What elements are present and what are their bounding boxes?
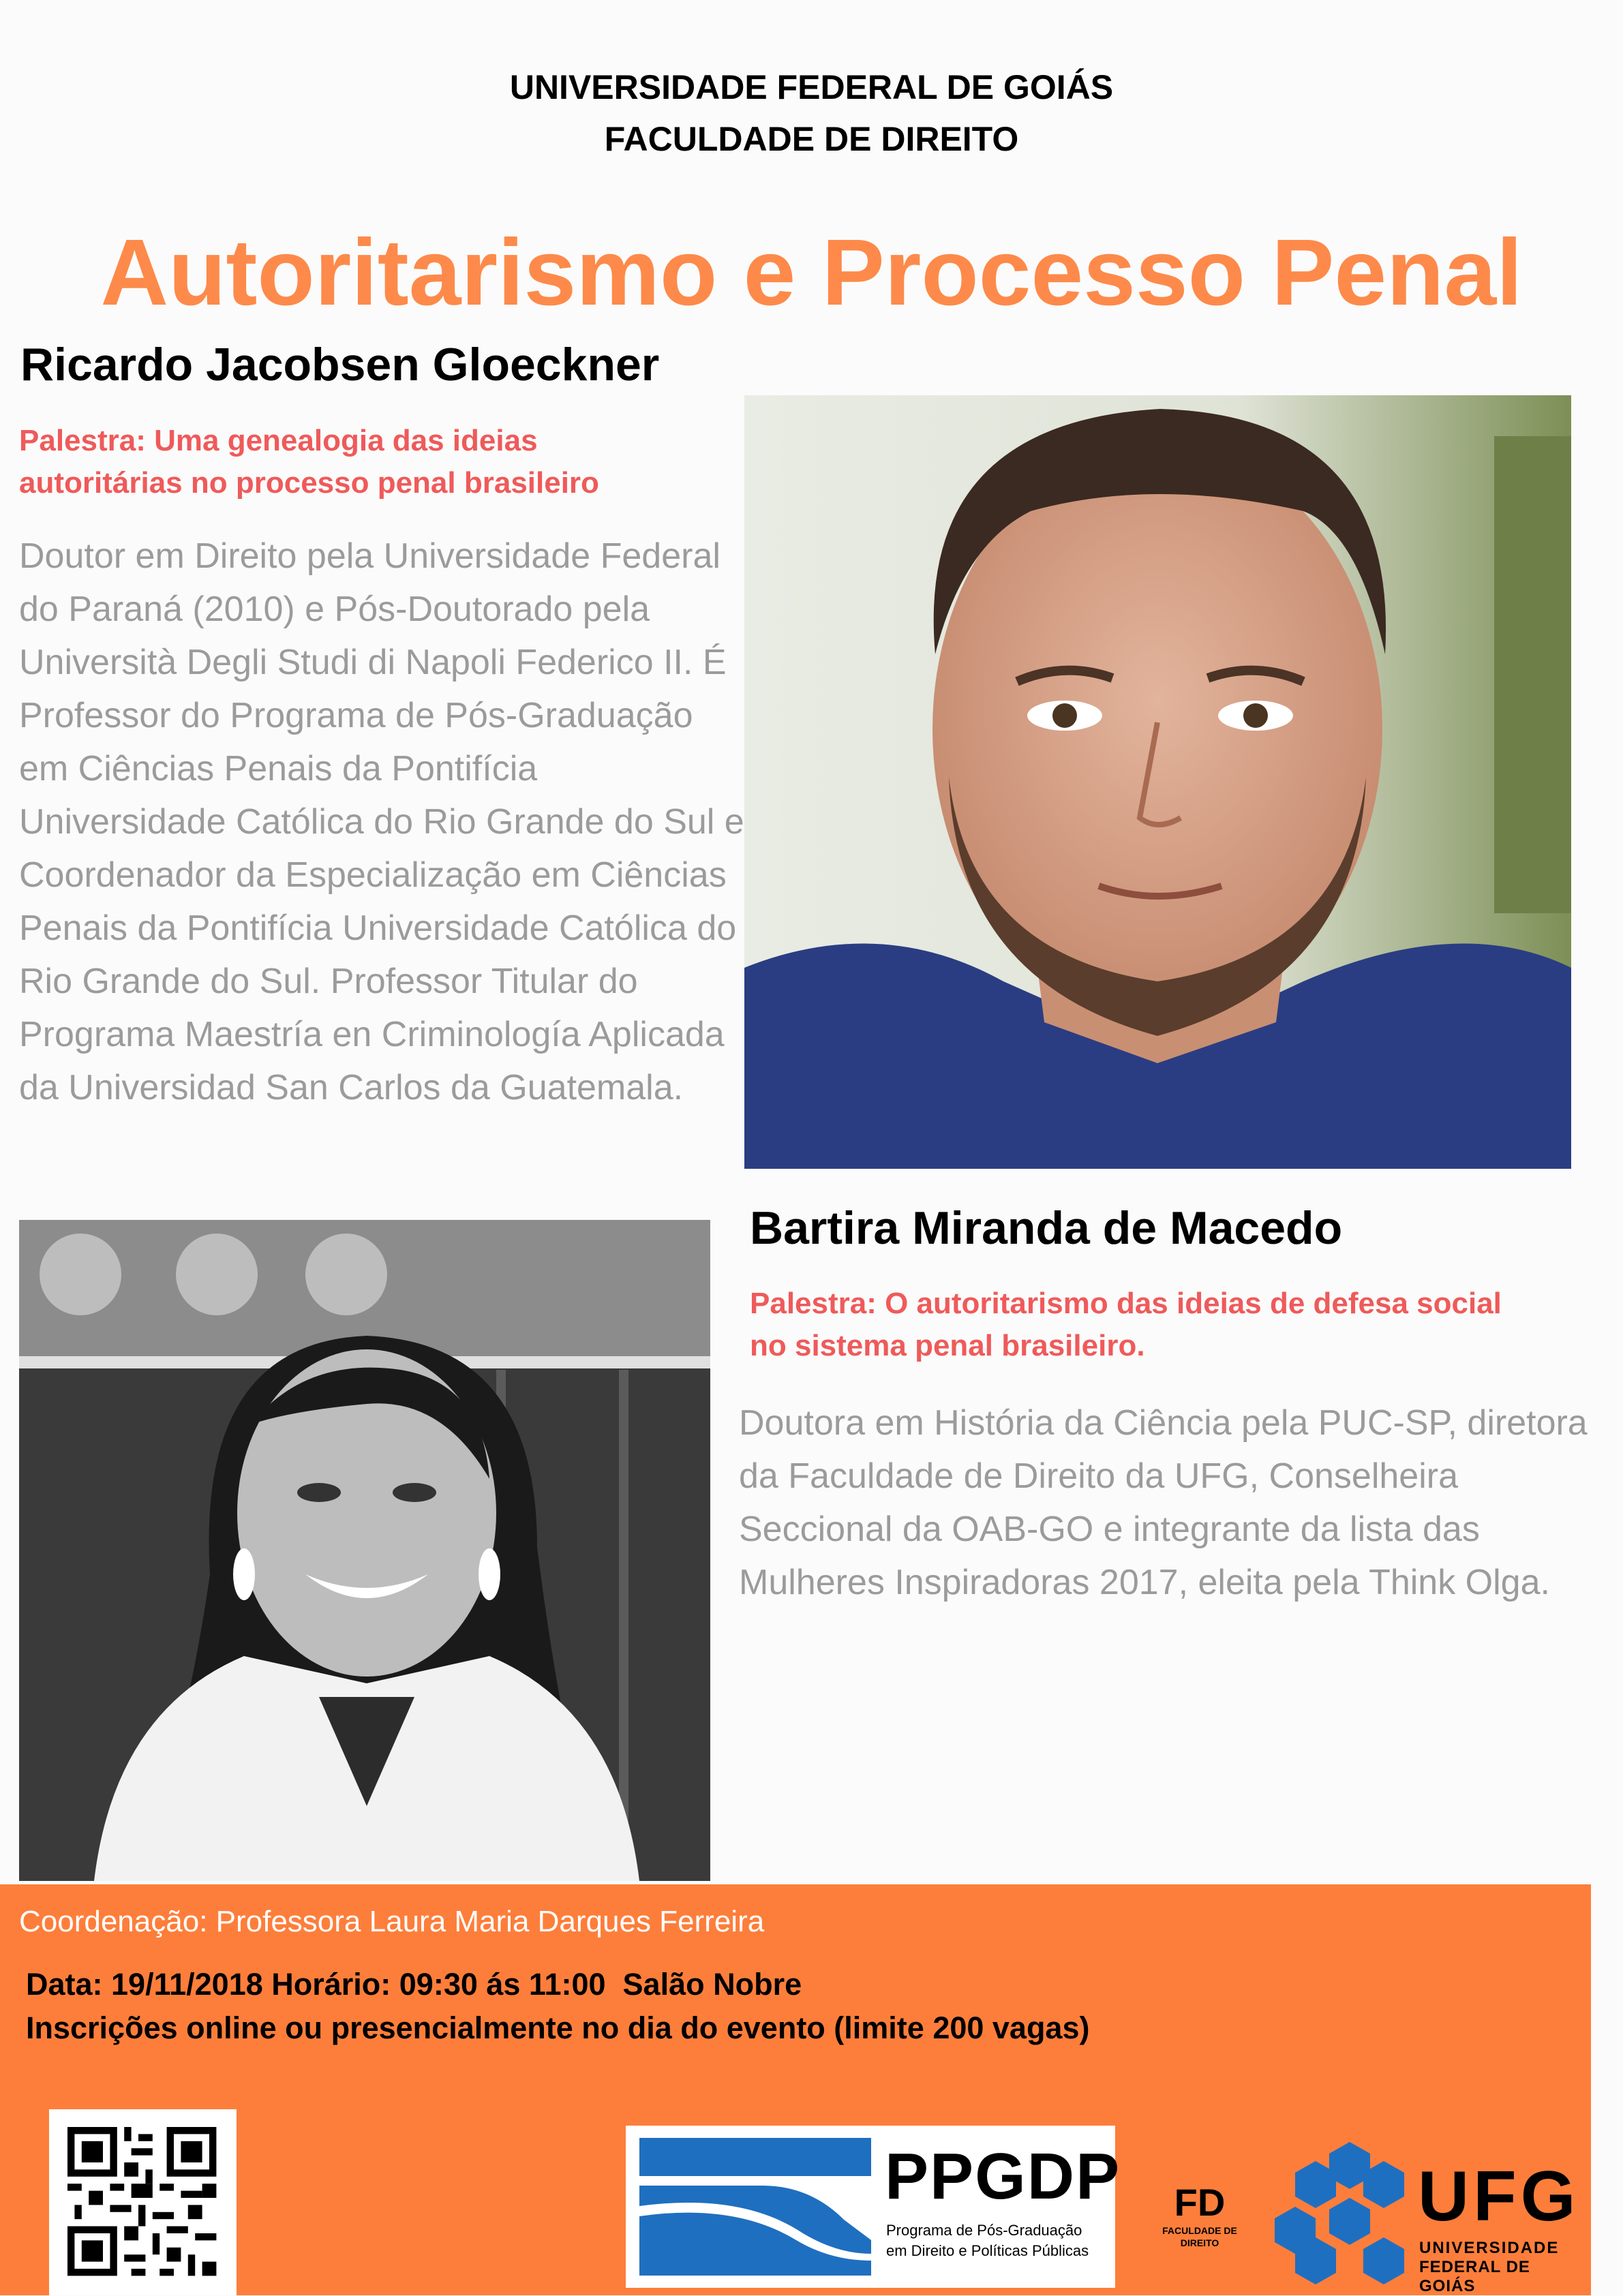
ppgdp-subtitle-1: Programa de Pós-Graduação (886, 2222, 1082, 2239)
ppgdp-logo (626, 2126, 1121, 2288)
speaker1-bio: Doutor em Direito pela Universidade Federal do Paraná (2010) e Pós-Doutorado pela Università Degli Studi di Napoli Federico II. É Professor do Programa de Pós-Graduação em Ciências Penais da Pontifícia Universidade Católica do Rio Grande do Sul e Coordenador da Especialização em Ciências Penais da Pontifícia Universidade Católica do Rio Grande do Sul. Professor Titular do Programa Maestría en Criminología Aplicada da Universidad San Carlos da Guatemala. (19, 536, 744, 1107)
ufg-logo (1275, 2135, 1580, 2295)
speaker1-photo (744, 395, 1571, 1169)
ufg-subtitle-1: UNIVERSIDADE (1419, 2239, 1560, 2257)
speaker2-talk: Palestra: O autoritarismo das ideias de defesa social no sistema penal brasileiro. (750, 1287, 1502, 1362)
ufg-name: UFG (1418, 2157, 1580, 2236)
speaker2-photo (19, 1220, 710, 1881)
event-date-line: Data: 19/11/2018 Horário: 09:30 ás 11:00 Salão Nobre (26, 1967, 802, 2002)
page-title: Autoritarismo e Processo Penal (100, 220, 1523, 325)
registration-line: Inscrições online ou presencialmente no dia do evento (limite 200 vagas) (26, 2010, 1090, 2045)
speaker1-name: Ricardo Jacobsen Gloeckner (20, 339, 660, 391)
ppgdp-subtitle-2: em Direito e Políticas Públicas (886, 2242, 1089, 2259)
university-name: UNIVERSIDADE FEDERAL DE GOIÁS (509, 68, 1114, 106)
ufg-hexagon-icon (1275, 2135, 1418, 2292)
faculty-name: FACULDADE DE DIREITO (604, 120, 1019, 158)
fd-logo (1152, 2181, 1247, 2249)
ufg-subtitle-2: FEDERAL DE GOIÁS (1419, 2258, 1530, 2295)
coordination-text: Coordenação: Professora Laura Maria Darques Ferreira (19, 1905, 765, 1938)
ppgdp-name: PPGDP (885, 2140, 1121, 2213)
speaker2-name: Bartira Miranda de Macedo (750, 1202, 1343, 1254)
footer-panel (0, 1884, 1591, 2295)
fd-name: FD (1174, 2181, 1226, 2224)
speaker1-talk: Palestra: Uma genealogia das ideias autoritárias no processo penal brasileiro (19, 424, 599, 500)
qr-code-icon[interactable] (49, 2109, 237, 2295)
speaker2-bio: Doutora em História da Ciência pela PUC-SP, diretora da Faculdade de Direito da UFG, Conselheira Seccional da OAB-GO e integrante da lista das Mulheres Inspiradoras 2017, eleita pela Think Olga. (739, 1403, 1588, 1602)
fd-subtitle-2: DIREITO (1180, 2237, 1219, 2248)
fd-subtitle-1: FACULDADE DE (1162, 2225, 1237, 2236)
